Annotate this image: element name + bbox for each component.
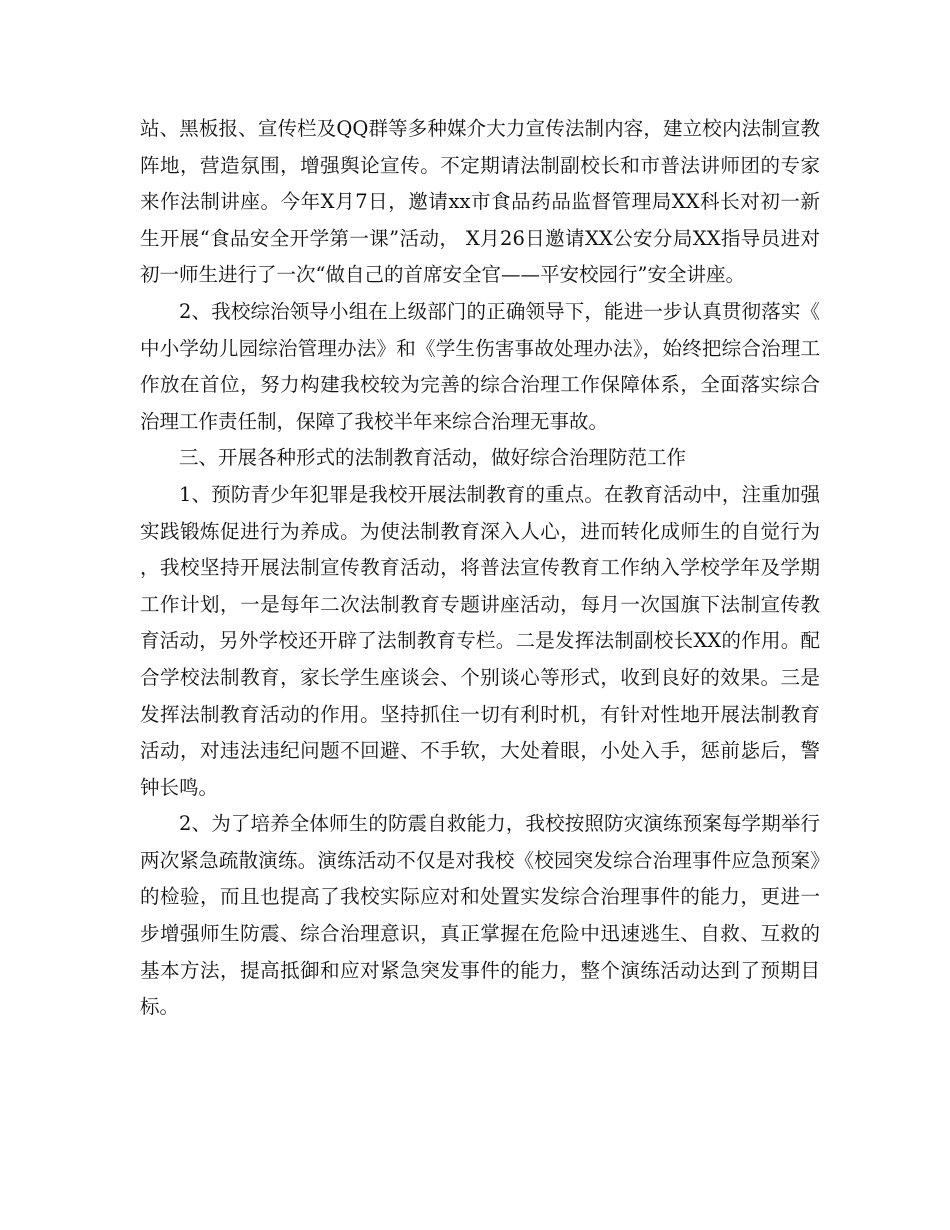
paragraph-continued-publicity: 站、黑板报、宣传栏及QQ群等多种媒介大力宣传法制内容，建立校内法制宣教阵地，营造氛围，增强舆论宣传。不定期请法制副校长和市普法讲师团的专家来作法制讲座。今年X月7日，邀请xx市食品药品监督管理局XX科长对初一新生开展“食品安全开学第一课”活动， X月26日邀请XX公安分局XX指导员进对初一师生进行了一次“做自己的首席安全官——平安校园行”安全讲座。 xyxy=(140,117,820,287)
paragraph-crime-prevention: 1、预防青少年犯罪是我校开展法制教育的重点。在教育活动中，注重加强实践锻炼促进行为养成。为使法制教育深入人心，进而转化成师生的自觉行为，我校坚持开展法制宣传教育活动，将普法宣传教育工作纳入学校学年及学期工作计划，一是每年二次法制教育专题讲座活动，每月一次国旗下法制宣传教育活动，另外学校还开辟了法制教育专栏。二是发挥法制副校长XX的作用。配合学校法制教育，家长学生座谈会、个别谈心等形式，收到良好的效果。三是发挥法制教育活动的作用。坚持抓住一切有利时机，有针对性地开展法制教育活动，对违法违纪问题不回避、不手软，大处着眼，小处入手，惩前毖后，警钟长鸣。 xyxy=(140,482,820,799)
paragraph-comprehensive-governance: 2、我校综治领导小组在上级部门的正确领导下，能进一步认真贯彻落实《中小学幼儿园综治管理办法》和《学生伤害事故处理办法》，始终把综合治理工作放在首位，努力构建我校较为完善的综合治理工作保障体系，全面落实综合治理工作责任制，保障了我校半年来综合治理无事故。 xyxy=(140,299,820,433)
section-heading-legal-education: 三、开展各种形式的法制教育活动，做好综合治理防范工作 xyxy=(179,446,687,470)
document-body xyxy=(140,111,820,1026)
paragraph-earthquake-drill: 2、为了培养全体师生的防震自救能力，我校按照防灾演练预案每学期举行两次紧急疏散演练。演练活动不仅是对我校《校园突发综合治理事件应急预案》的检验，而且也提高了我校实际应对和处置实发综合治理事件的能力，更进一步增强师生防震、综合治理意识，真正掌握在危险中迅速逃生、自救、互救的基本方法，提高抵御和应对紧急突发事件的能力，整个演练活动达到了预期目标。 xyxy=(140,812,820,1019)
